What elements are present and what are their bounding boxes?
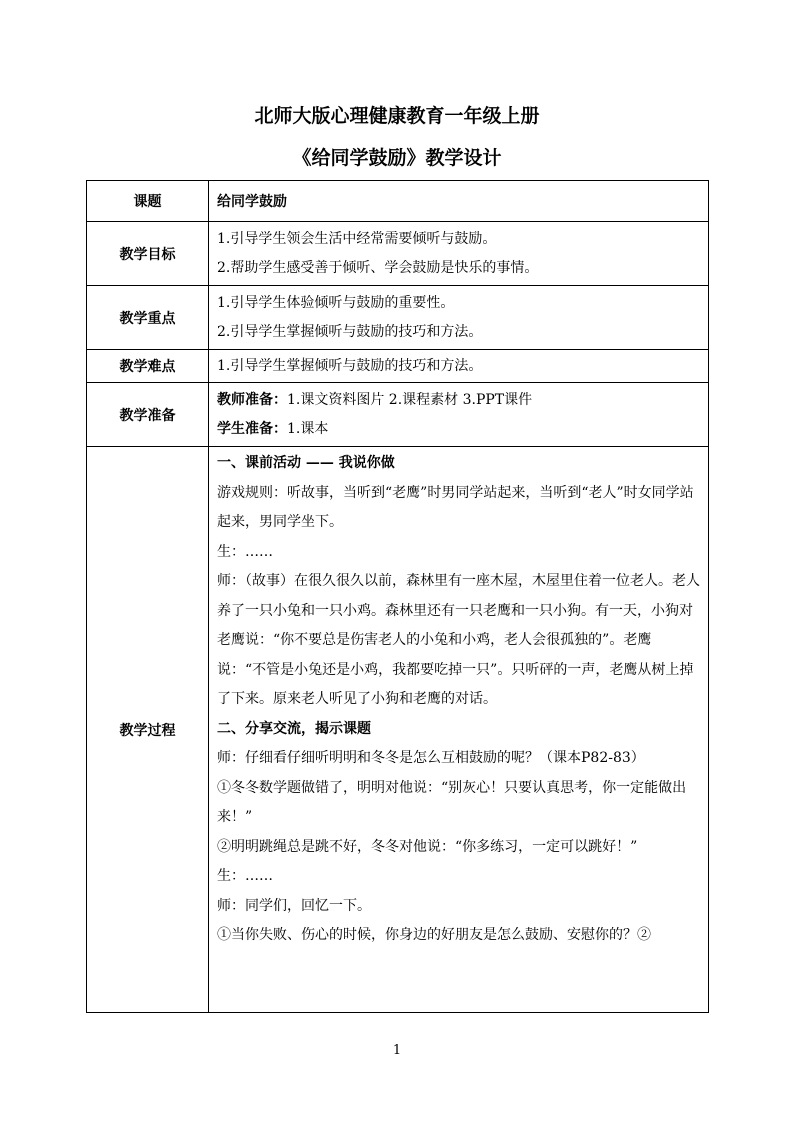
objective-line: 2.帮助学生感受善于倾听、学会鼓励是快乐的事情。 xyxy=(217,259,539,276)
teacher-preparation-value: 1.课文资料图片 2.课程素材 3.PPT课件 xyxy=(287,391,533,408)
document-subtitle: 《给同学鼓励》教学设计 xyxy=(292,147,502,169)
teacher-preparation-label: 教师准备： xyxy=(217,391,287,408)
process-section1-heading: 一、课前活动 —— 我说你做 xyxy=(217,455,395,471)
key-point-line: 2.引导学生掌握倾听与鼓励的技巧和方法。 xyxy=(217,323,483,340)
row-topic xyxy=(87,181,709,222)
row-process xyxy=(87,447,709,1013)
label-topic: 课题 xyxy=(87,181,209,222)
process-paragraph: 师：同学们，回忆一下。 xyxy=(217,897,371,914)
teacher-preparation xyxy=(217,386,700,415)
student-preparation xyxy=(217,415,700,444)
process-paragraph: ①冬冬数学题做错了，明明对他说：“别灰心！只要认真思考，你一定能做出来！” xyxy=(217,779,687,825)
label-process: 教学过程 xyxy=(87,447,209,1013)
student-preparation-label: 学生准备： xyxy=(217,420,287,437)
process-paragraph: 游戏规则：听故事，当听到“老鹰”时男同学站起来，当听到“老人”时女同学站起来，男同学坐下。 xyxy=(217,484,694,530)
process-paragraph: 师：（故事）在很久很久以前，森林里有一座木屋，木屋里住着一位老人。老人养了一只小兔和一只小鸡。森林里还有一只老鹰和一只小狗。有一天，小狗对老鹰说：“你不要总是伤害老人的小兔和小鸡，老人会很孤独的”。老鹰说：“不管是小兔还是小鸡，我都要吃掉一只”。只听砰的一声，老鹰从树上掉了下来。原来老人听见了小狗和老鹰的对话。 xyxy=(217,573,700,707)
page-number: 1 xyxy=(392,1043,402,1058)
difficulty-line: 1.引导学生掌握倾听与鼓励的技巧和方法。 xyxy=(217,357,483,374)
value-process xyxy=(209,447,709,1013)
value-difficulties xyxy=(209,350,709,383)
process-paragraph: 生：…… xyxy=(217,868,273,884)
label-difficulties: 教学难点 xyxy=(87,350,209,383)
row-objectives xyxy=(87,222,709,286)
objective-line: 1.引导学生领会生活中经常需要倾听与鼓励。 xyxy=(217,230,497,247)
value-key-points xyxy=(209,286,709,350)
label-objectives: 教学目标 xyxy=(87,222,209,286)
document-title: 北师大版心理健康教育一年级上册 xyxy=(254,105,540,127)
lesson-plan-table xyxy=(86,180,709,1013)
row-difficulties xyxy=(87,350,709,383)
process-paragraph: ②明明跳绳总是跳不好，冬冬对他说：“你多练习，一定可以跳好！” xyxy=(217,838,638,855)
value-preparation xyxy=(209,383,709,447)
row-preparation xyxy=(87,383,709,447)
key-point-line: 1.引导学生体验倾听与鼓励的重要性。 xyxy=(217,294,455,311)
process-paragraph: ①当你失败、伤心的时候，你身边的好朋友是怎么鼓励、安慰你的？② xyxy=(217,927,651,943)
label-key-points: 教学重点 xyxy=(87,286,209,350)
label-preparation: 教学准备 xyxy=(87,383,209,447)
process-paragraph: 生：…… xyxy=(217,543,273,560)
process-paragraph: 师：仔细看仔细听明明和冬冬是怎么互相鼓励的呢？（课本P82-83） xyxy=(217,750,645,766)
student-preparation-value: 1.课本 xyxy=(287,420,329,437)
value-topic: 给同学鼓励 xyxy=(209,181,709,222)
process-section2-heading: 二、分享交流，揭示课题 xyxy=(217,720,371,737)
row-key-points xyxy=(87,286,709,350)
value-objectives xyxy=(209,222,709,286)
